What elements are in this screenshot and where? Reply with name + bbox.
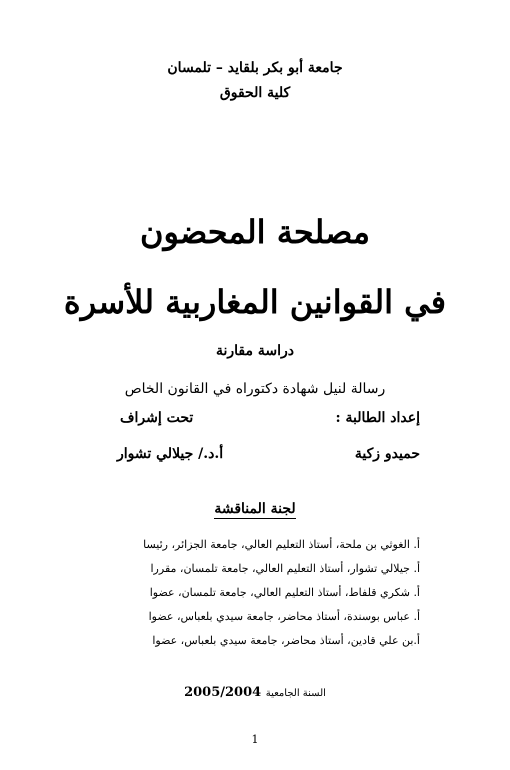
jury-member: أ. شكري قلفاط، أستاذ التعليم العالي، جامعة تلمسان، عضوا bbox=[149, 586, 420, 599]
jury-member: أ.بن علي قادين، أستاذ محاضر، جامعة سيدي بلعباس، عضوا bbox=[152, 634, 420, 647]
academic-year bbox=[0, 685, 510, 700]
thesis-title-line-2: في القوانين المغاربية للأسرة bbox=[63, 283, 447, 321]
jury-title-text: لجنة المناقشة bbox=[214, 501, 296, 517]
page-number: 1 bbox=[251, 733, 259, 746]
supervision-label: تحت إشراف bbox=[120, 410, 194, 426]
jury-title bbox=[0, 501, 510, 517]
thesis-title-line-1: مصلحة المحضون bbox=[139, 213, 370, 251]
supervisor-name: أ.د./ جيلالي تشوار bbox=[117, 446, 224, 462]
university-name: جامعة أبو بكر بلقايد – تلمسان bbox=[167, 60, 343, 76]
jury-member: أ. عباس بوسندة، أستاذ محاضر، جامعة سيدي بلعباس، عضوا bbox=[148, 610, 420, 623]
thesis-description: رسالة لنيل شهادة دكتوراه في القانون الخاص bbox=[124, 381, 386, 397]
student-name: حميدو زكية bbox=[354, 446, 420, 462]
academic-year-value: 2005/2004 bbox=[184, 685, 262, 700]
jury-member: أ. الغوثي بن ملحة، أستاذ التعليم العالي، جامعة الجزائر، رئيسا bbox=[143, 538, 420, 551]
jury-list bbox=[143, 533, 420, 653]
academic-year-label: السنة الجامعية bbox=[265, 688, 326, 699]
faculty-name: كلية الحقوق bbox=[219, 85, 291, 101]
prepared-by-label: إعداد الطالبة : bbox=[335, 410, 420, 426]
study-type: دراسة مقارنة bbox=[215, 343, 294, 359]
jury-member: أ. جيلالي تشوار، أستاذ التعليم العالي، جامعة تلمسان، مقررا bbox=[150, 562, 420, 575]
